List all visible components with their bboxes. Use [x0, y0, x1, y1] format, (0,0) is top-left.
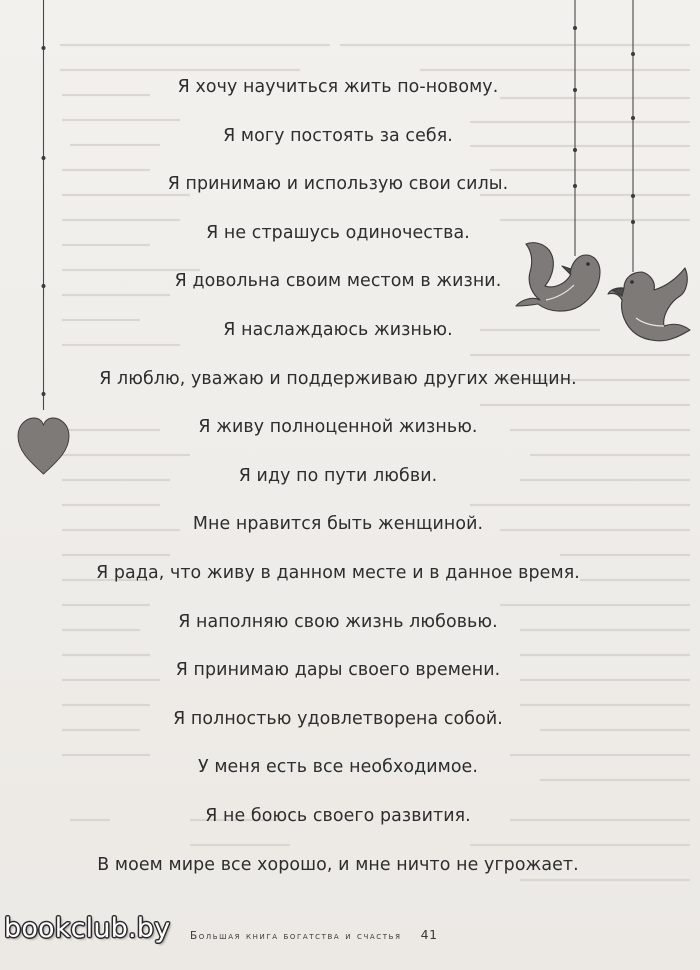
affirmation-line: Я не боюсь своего развития. [205, 805, 471, 826]
heart-string [42, 0, 46, 410]
dove-icon [608, 268, 690, 341]
affirmation-line: Я довольна своим местом в жизни. [174, 271, 502, 292]
page-footer [190, 924, 438, 944]
affirmation-line: Я наполняю свою жизнь любовью. [178, 611, 498, 632]
affirmation-line: Я хочу научиться жить по-новому. [177, 77, 499, 97]
affirmation-line: Я принимаю и использую свои силы. [167, 174, 509, 195]
affirmation-line: Я могу постоять за себя. [223, 125, 453, 146]
affirmations-list [70, 72, 606, 898]
affirmation-line: Я принимаю дары своего времени. [175, 660, 501, 681]
affirmation-line: Мне нравится быть женщиной. [192, 514, 484, 535]
affirmation-line: Я рада, что живу в данном месте и в данное время. [96, 562, 580, 583]
affirmation-line: У меня есть все необходимое. [198, 757, 478, 778]
affirmation-line: Я иду по пути любви. [238, 465, 438, 486]
book-title: Большая книга богатства и счастья [190, 930, 402, 942]
affirmation-line: В моем мире все хорошо, и мне ничто не угрожает. [97, 854, 579, 875]
heart-icon [18, 418, 69, 474]
affirmation-line: Я люблю, уважаю и поддерживаю других женщин. [99, 368, 577, 389]
affirmation-line: Я полностью удовлетворена собой. [173, 708, 503, 729]
affirmation-line: Я наслаждаюсь жизнью. [223, 319, 453, 340]
affirmation-line: Я живу полноценной жизнью. [198, 417, 478, 438]
affirmation-line: Я не страшусь одиночества. [206, 222, 470, 243]
site-watermark: bookclub.by [4, 913, 171, 944]
page-number: 41 [420, 927, 438, 942]
dove-string-2 [631, 0, 635, 272]
